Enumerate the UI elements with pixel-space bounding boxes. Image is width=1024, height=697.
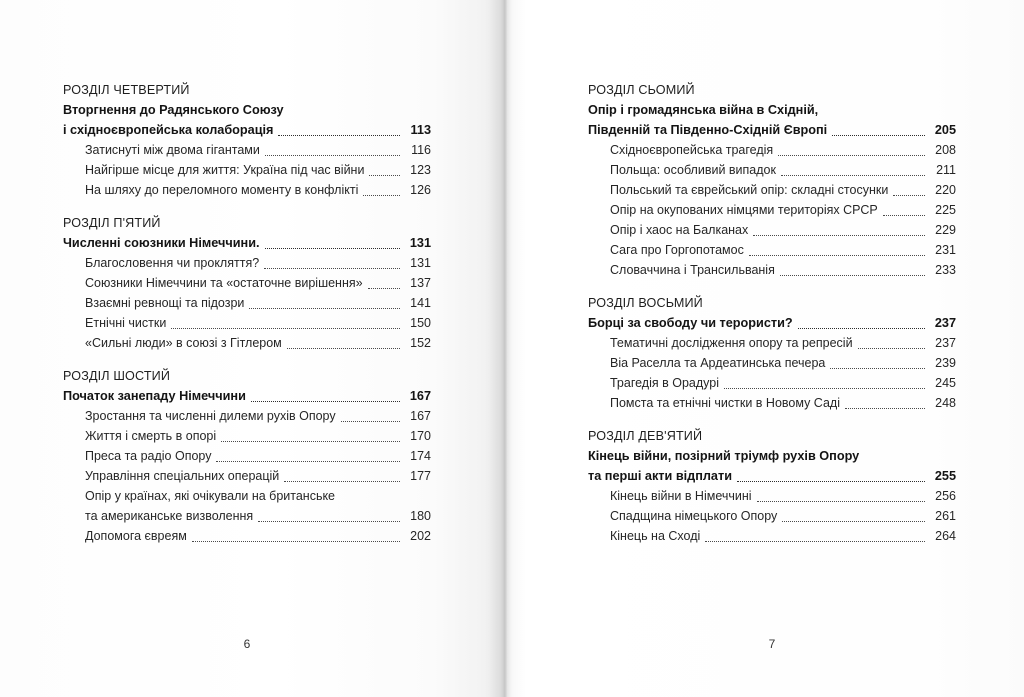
toc-entry-pagenum: 116: [411, 143, 431, 157]
toc-section: [63, 213, 431, 353]
toc-section: [588, 293, 956, 413]
dot-leader: [171, 328, 400, 329]
dot-leader: [858, 348, 925, 349]
toc-entry-pagenum: 245: [935, 376, 956, 390]
dot-leader: [893, 195, 925, 196]
chapter-title-pagenum: 237: [934, 316, 956, 330]
toc-entry-text: Тематичні дослідження опору та репресій: [610, 336, 853, 350]
dot-leader: [753, 235, 925, 236]
dot-leader: [830, 368, 925, 369]
toc-page-right: [505, 0, 1024, 697]
toc-entry-text: Кінець на Сході: [610, 529, 701, 543]
toc-entry-pagenum: 208: [935, 143, 956, 157]
toc-entry-row: [588, 353, 956, 373]
toc-entry-text: Опір у країнах, які очікували на британське: [85, 489, 336, 503]
chapter-title-text: і східноєвропейська колаборація: [63, 123, 274, 137]
toc-entry-text: Опір на окупованих німцями територіях СРСР: [610, 203, 878, 217]
toc-entry-text: Преса та радіо Опору: [85, 449, 212, 463]
toc-entry-text: Опір і хаос на Балканах: [610, 223, 749, 237]
toc-entry-pagenum: 211: [936, 163, 956, 177]
toc-entry-text: Етнічні чистки: [85, 316, 167, 330]
toc-entry-text: Взаємні ревнощі та підозри: [85, 296, 245, 310]
dot-leader: [832, 135, 925, 136]
toc-entry-row: [63, 140, 431, 160]
toc-entry-text: Зростання та численні дилеми рухів Опору: [85, 409, 336, 423]
toc-entry-row: [588, 486, 956, 506]
dot-leader: [216, 461, 400, 462]
toc-entry-text: «Сильні люди» в союзі з Гітлером: [85, 336, 282, 350]
toc-entry-pagenum: 170: [410, 429, 431, 443]
toc-entry-row: [588, 160, 956, 180]
chapter-title-text: Південній та Південно-Східній Європі: [588, 123, 828, 137]
dot-leader: [249, 308, 400, 309]
toc-entry-text: Сага про Горгопотамос: [610, 243, 744, 257]
dot-leader: [264, 268, 400, 269]
toc-entry-row: [63, 160, 431, 180]
toc-entry-row: [63, 506, 431, 526]
toc-entry-row: [63, 273, 431, 293]
page-number-right: 7: [768, 637, 776, 651]
toc-entry-row: [63, 406, 431, 426]
dot-leader: [749, 255, 925, 256]
toc-entry-row: [63, 526, 431, 546]
toc-entry-row: [588, 393, 956, 413]
dot-leader: [798, 328, 925, 329]
dot-leader: [369, 175, 400, 176]
chapter-label-text: РОЗДІЛ ЧЕТВЕРТИЙ: [63, 83, 190, 97]
dot-leader: [265, 155, 400, 156]
chapter-label-row: [588, 426, 956, 446]
chapter-title-text: Кінець війни, позірний тріумф рухів Опору: [588, 449, 860, 463]
toc-entry-text: Трагедія в Орадурі: [610, 376, 719, 390]
dot-leader: [265, 248, 400, 249]
toc-entry-text: Помста та етнічні чистки в Новому Саді: [610, 396, 840, 410]
toc-entry-row: [63, 253, 431, 273]
toc-entry-text: Затиснуті між двома гігантами: [85, 143, 260, 157]
toc-entry-text: На шляху до переломного моменту в конфлікті: [85, 183, 359, 197]
chapter-title-text: Численні союзники Німеччини.: [63, 236, 260, 250]
toc-entry-pagenum: 174: [410, 449, 431, 463]
chapter-title-text: та перші акти відплати: [588, 469, 733, 483]
toc-entry-pagenum: 225: [935, 203, 956, 217]
toc-entry-row: [588, 333, 956, 353]
chapter-label-row: [63, 80, 431, 100]
dot-leader: [724, 388, 925, 389]
toc-entry-text: Життя і смерть в опорі: [85, 429, 217, 443]
toc-entry-row: [588, 220, 956, 240]
toc-entry-row: [63, 486, 431, 506]
toc-entry-pagenum: 180: [410, 509, 431, 523]
chapter-label-row: [63, 213, 431, 233]
dot-leader: [258, 521, 400, 522]
dot-leader: [278, 135, 400, 136]
toc-entry-text: Управління спеціальних операцій: [85, 469, 280, 483]
chapter-title-row: [588, 313, 956, 333]
toc-section: [63, 80, 431, 200]
toc-entry-row: [63, 466, 431, 486]
toc-entry-text: Віа Раселла та Ардеатинська печера: [610, 356, 826, 370]
toc-section: [588, 426, 956, 546]
dot-leader: [368, 288, 400, 289]
toc-entry-text: Кінець війни в Німеччині: [610, 489, 752, 503]
toc-entry-pagenum: 229: [935, 223, 956, 237]
toc-entry-row: [588, 526, 956, 546]
chapter-title-text: Борці за свободу чи терористи?: [588, 316, 793, 330]
chapter-title-text: Опір і громадянська війна в Східній,: [588, 103, 819, 117]
toc-entry-row: [588, 373, 956, 393]
chapter-label-text: РОЗДІЛ ШОСТИЙ: [63, 369, 171, 383]
toc-entry-pagenum: 131: [410, 256, 431, 270]
toc-entry-row: [63, 180, 431, 200]
toc-entry-pagenum: 248: [935, 396, 956, 410]
toc-entry-pagenum: 261: [935, 509, 956, 523]
toc-section: [588, 80, 956, 280]
chapter-title-row: [588, 446, 956, 466]
dot-leader: [221, 441, 400, 442]
dot-leader: [341, 421, 400, 422]
chapter-label-text: РОЗДІЛ ДЕВ'ЯТИЙ: [588, 429, 703, 443]
toc-entry-row: [588, 200, 956, 220]
toc-entry-text: Найгірше місце для життя: Україна під час війни: [85, 163, 365, 177]
chapter-label-row: [63, 366, 431, 386]
chapter-title-row: [588, 120, 956, 140]
dot-leader: [705, 541, 925, 542]
toc-entry-pagenum: 233: [935, 263, 956, 277]
toc-entry-pagenum: 123: [410, 163, 431, 177]
toc-entry-text: Спадщина німецького Опору: [610, 509, 778, 523]
toc-entry-text: та американське визволення: [85, 509, 254, 523]
chapter-title-pagenum: 131: [409, 236, 431, 250]
dot-leader: [757, 501, 925, 502]
toc-left-column: [63, 80, 431, 546]
toc-entry-pagenum: 177: [410, 469, 431, 483]
toc-entry-row: [63, 293, 431, 313]
toc-entry-text: Допомога євреям: [85, 529, 187, 543]
toc-entry-text: Союзники Німеччини та «остаточне вирішення»: [85, 276, 363, 290]
toc-entry-pagenum: 202: [410, 529, 431, 543]
dot-leader: [780, 275, 925, 276]
chapter-label-row: [588, 293, 956, 313]
dot-leader: [251, 401, 400, 402]
dot-leader: [363, 195, 400, 196]
toc-entry-pagenum: 137: [410, 276, 431, 290]
page-number-left: 6: [243, 637, 251, 651]
toc-entry-text: Благословення чи прокляття?: [85, 256, 260, 270]
toc-entry-row: [63, 446, 431, 466]
chapter-label-text: РОЗДІЛ П'ЯТИЙ: [63, 216, 161, 230]
toc-entry-row: [63, 313, 431, 333]
toc-entry-row: [588, 240, 956, 260]
dot-leader: [287, 348, 400, 349]
chapter-label-text: РОЗДІЛ ВОСЬМИЙ: [588, 296, 703, 310]
toc-entry-text: Польща: особливий випадок: [610, 163, 776, 177]
toc-entry-pagenum: 237: [935, 336, 956, 350]
toc-entry-pagenum: 239: [935, 356, 956, 370]
toc-entry-text: Східноєвропейська трагедія: [610, 143, 774, 157]
toc-entry-text: Словаччина і Трансильванія: [610, 263, 775, 277]
toc-entry-row: [588, 260, 956, 280]
toc-entry-pagenum: 152: [410, 336, 431, 350]
dot-leader: [781, 175, 925, 176]
toc-entry-pagenum: 150: [410, 316, 431, 330]
chapter-title-pagenum: 205: [934, 123, 956, 137]
toc-entry-row: [588, 140, 956, 160]
toc-section: [63, 366, 431, 546]
toc-entry-row: [588, 506, 956, 526]
chapter-title-row: [63, 386, 431, 406]
chapter-title-pagenum: 113: [410, 123, 431, 137]
toc-right-column: [588, 80, 956, 546]
toc-entry-row: [63, 333, 431, 353]
dot-leader: [845, 408, 925, 409]
toc-entry-pagenum: 141: [410, 296, 431, 310]
chapter-title-pagenum: 167: [409, 389, 431, 403]
dot-leader: [778, 155, 925, 156]
chapter-title-text: Початок занепаду Німеччини: [63, 389, 246, 403]
toc-entry-row: [588, 180, 956, 200]
chapter-title-row: [63, 100, 431, 120]
toc-entry-text: Польський та єврейський опір: складні стосунки: [610, 183, 889, 197]
chapter-title-pagenum: 255: [934, 469, 956, 483]
toc-entry-row: [63, 426, 431, 446]
toc-entry-pagenum: 126: [410, 183, 431, 197]
toc-entry-pagenum: 167: [410, 409, 431, 423]
dot-leader: [284, 481, 400, 482]
toc-entry-pagenum: 220: [935, 183, 956, 197]
dot-leader: [883, 215, 925, 216]
dot-leader: [737, 481, 925, 482]
chapter-label-row: [588, 80, 956, 100]
toc-entry-pagenum: 256: [935, 489, 956, 503]
chapter-title-row: [63, 120, 431, 140]
chapter-label-text: РОЗДІЛ СЬОМИЙ: [588, 83, 695, 97]
toc-entry-pagenum: 264: [935, 529, 956, 543]
chapter-title-row: [588, 100, 956, 120]
dot-leader: [192, 541, 400, 542]
chapter-title-text: Вторгнення до Радянського Союзу: [63, 103, 284, 117]
chapter-title-row: [588, 466, 956, 486]
toc-entry-pagenum: 231: [935, 243, 956, 257]
dot-leader: [782, 521, 925, 522]
toc-page-left: [0, 0, 505, 697]
chapter-title-row: [63, 233, 431, 253]
